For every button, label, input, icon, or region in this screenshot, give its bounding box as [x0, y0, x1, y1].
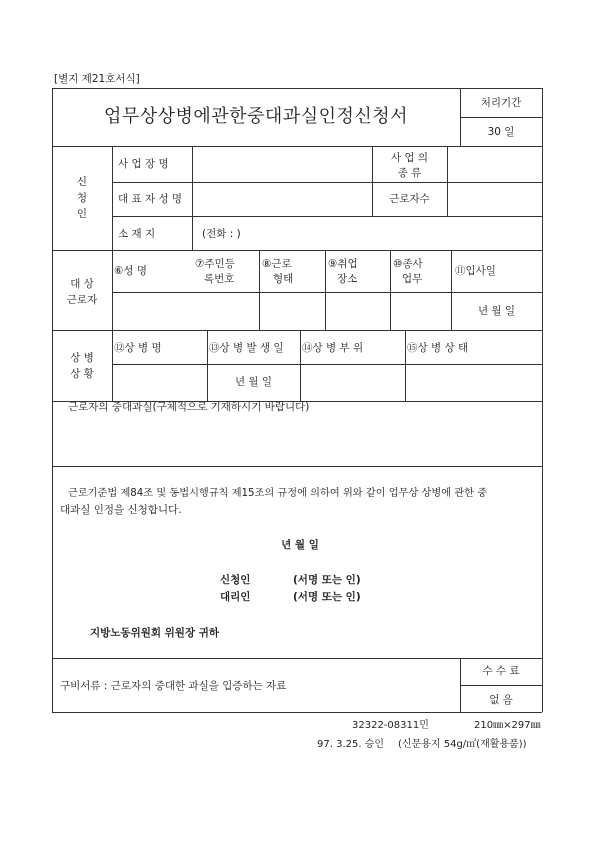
fee-label: 수 수 료 [482, 665, 520, 677]
table-border-top [52, 88, 542, 89]
injury-condition-label: ⑮상 병 상 태 [407, 342, 469, 354]
divider [259, 250, 260, 330]
fee-value: 없 음 [489, 694, 513, 706]
divider [112, 292, 542, 293]
divider [460, 685, 542, 686]
agent-sign-label: 대리인 [220, 591, 251, 603]
form-number: [별지 제21호서식] [54, 73, 140, 85]
join-date-placeholder: 년 월 일 [477, 305, 516, 317]
phone-label: (전화 : ) [202, 228, 241, 240]
divider [451, 250, 452, 330]
divider [52, 250, 542, 251]
injury-date-label: ⑬상 병 발 생 일 [209, 342, 284, 354]
employment-form-label: ⑧근로 형태 [262, 258, 294, 285]
divider [112, 182, 542, 183]
divider [300, 330, 301, 401]
applicant-sign-note: (서명 또는 인) [293, 574, 361, 586]
processing-period-label: 처리기간 [480, 97, 522, 109]
business-type-label: 사 업 의 종 류 [390, 152, 429, 179]
divider [460, 117, 542, 118]
agent-sign-note: (서명 또는 인) [293, 591, 361, 603]
workplace-label: ⑨취업 장소 [328, 258, 358, 285]
negligence-label: 근로자의 중대과실(구체적으로 기재하시기 바랍니다) [68, 401, 310, 413]
injury-name-label: ⑫상 병 명 [114, 342, 162, 354]
recipient: 지방노동위원회 위원장 귀하 [90, 627, 220, 639]
applicant-section-label: 신 청 인 [76, 176, 88, 220]
injury-section-label: 상 병 상 황 [70, 352, 94, 380]
statement-line-2: 대과실 인정을 신청합니다. [60, 504, 182, 516]
table-border-bottom [52, 712, 542, 713]
paper-spec: (신문용지 54g/㎡(재활용품)) [398, 739, 527, 750]
divider [112, 216, 542, 217]
worker-id-label: ⑦주민등 록번호 [195, 258, 235, 285]
applicant-sign-label: 신청인 [220, 574, 251, 586]
address-label: 소 재 지 [118, 228, 156, 240]
injury-date-placeholder: 년 월 일 [234, 376, 273, 388]
join-date-label: ⑪입사일 [455, 265, 496, 277]
divider [405, 330, 406, 401]
processing-period-value: 30 일 [487, 126, 515, 138]
injury-body-part-label: ⑭상 병 부 위 [302, 342, 364, 354]
divider [447, 146, 448, 216]
paper-size: 210㎜×297㎜ [474, 720, 541, 731]
statement-line-1: 근로기준법 제84조 및 동법시행규칙 제15조의 규정에 의하여 위와 같이 업무상 상병에 관한 중 [68, 488, 488, 499]
table-border-right [542, 88, 543, 712]
form-code: 32322-08311민 [352, 720, 429, 731]
duty-label: ⑩종사 업무 [393, 258, 423, 285]
divider [390, 250, 391, 330]
divider [112, 146, 113, 401]
form-title: 업무상상병에관한중대과실인정신청서 [103, 106, 409, 127]
representative-label: 대 표 자 성 명 [118, 193, 183, 205]
divider [52, 146, 542, 147]
business-name-label: 사 업 장 명 [118, 158, 169, 170]
worker-section-label: 대 상 근로자 [66, 278, 98, 306]
divider [207, 330, 208, 401]
attachments-label: 구비서류 : 근로자의 중대한 과실을 입증하는 자료 [60, 680, 287, 692]
divider [52, 466, 542, 467]
approval-date: 97. 3.25. 승인 [317, 739, 385, 750]
divider [192, 146, 193, 250]
worker-name-label: ⑥성 명 [114, 265, 148, 277]
divider [52, 658, 542, 659]
divider [325, 250, 326, 330]
worker-count-label: 근로자수 [389, 193, 430, 205]
application-date: 년 월 일 [281, 539, 319, 551]
divider [112, 364, 542, 365]
divider [52, 330, 542, 331]
